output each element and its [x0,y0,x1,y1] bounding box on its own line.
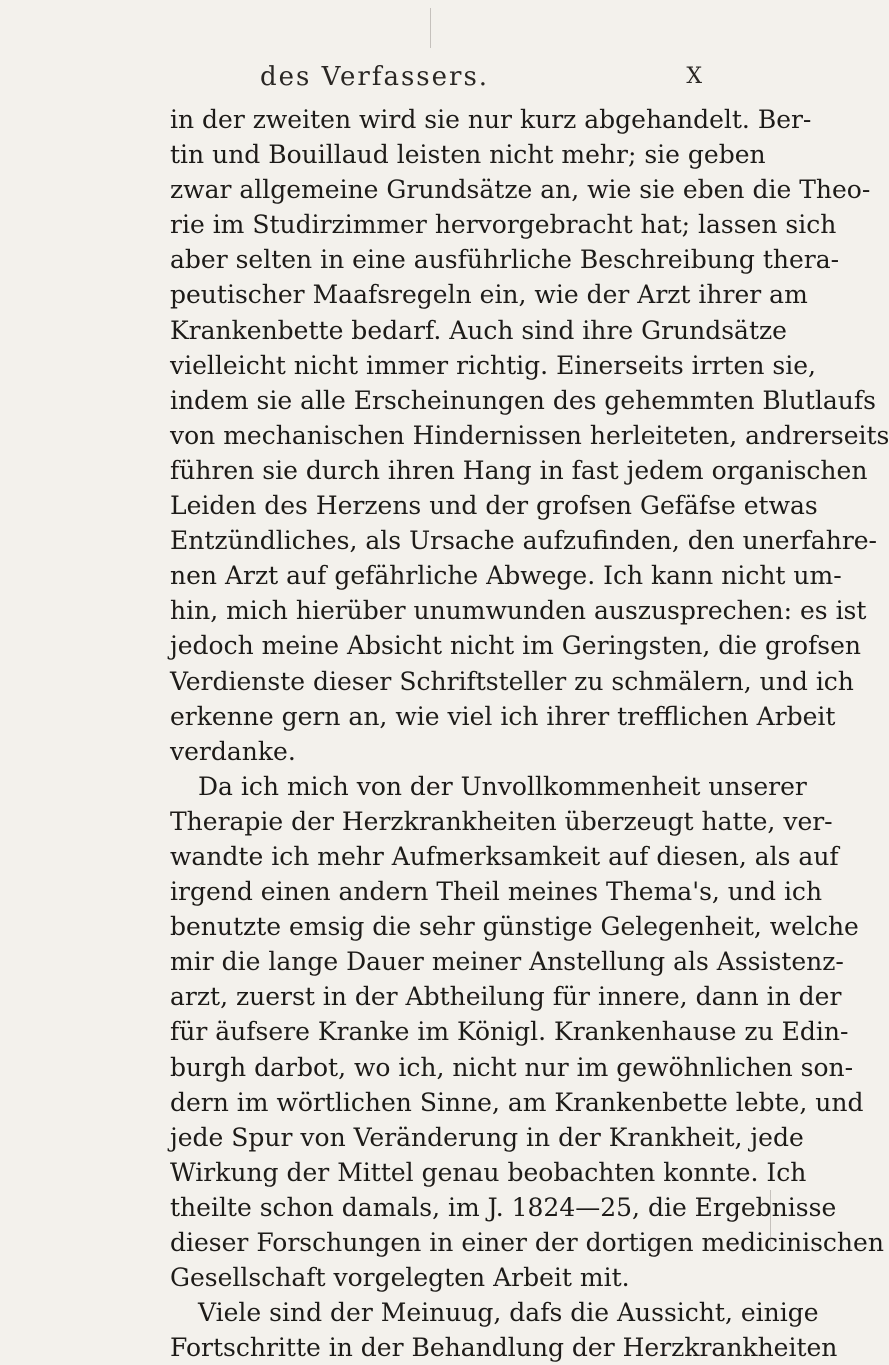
text-line: führen sie durch ihren Hang in fast jedem organischen [170,455,868,485]
text-line: arzt, zuerst in der Abtheilung für innere, dann in der [170,982,842,1012]
text-line: dieser Forschungen in einer der dortigen medicinischen [170,1228,884,1257]
text-line: mir die lange Dauer meiner Anstellung als Assistenz- [170,947,844,977]
text-line: Verdienste dieser Schriftsteller zu schmälern, und ich [170,666,854,696]
text-line: jede Spur von Veränderung in der Krankheit, jede [170,1122,804,1152]
text-line: Fortschritte in der Behandlung der Herzkrankheiten [170,1333,838,1363]
text-line: Therapie der Herzkrankheiten überzeugt hatte, ver- [170,806,833,836]
text-line: jedoch meine Absicht nicht im Geringsten, die grofsen [170,631,862,661]
text-line: nen Arzt auf gefährliche Abwege. Ich kann nicht um- [170,561,842,591]
text-line: hin, mich hierüber unumwunden auszusprechen: es ist [170,596,867,626]
text-line: Viele sind der Meinuug, dafs die Aussicht, einige [198,1298,819,1328]
text-line: Da ich mich von der Unvollkommenheit unserer [198,771,807,801]
text-line: theilte schon damals, im J. 1824—25, die Ergebnisse [170,1192,837,1222]
text-line: tin und Bouillaud leisten nicht mehr; sie geben [170,140,766,170]
running-title: des Verfassers. [260,62,490,92]
text-line: dern im wörtlichen Sinne, am Krankenbette lebte, und [170,1087,864,1117]
text-line: Entzündliches, als Ursache aufzufinden, den unerfahre- [170,526,878,556]
text-line: erkenne gern an, wie viel ich ihrer trefflichen Arbeit [170,701,836,731]
text-line: burgh darbot, wo ich, nicht nur im gewöhnlichen son- [170,1052,854,1082]
text-line: Krankenbette bedarf. Auch sind ihre Grundsätze [170,315,787,345]
text-line: irgend einen andern Theil meines Thema's, und ich [170,877,823,907]
text-line: aber selten in eine ausführliche Beschreibung thera- [170,245,840,275]
body-text [170,102,889,1365]
page-number: X [686,64,702,89]
text-line: Gesellschaft vorgelegten Arbeit mit. [170,1263,630,1293]
paper-speck [770,1190,771,1250]
text-line: indem sie alle Erscheinungen des gehemmten Blutlaufs [170,385,876,415]
text-line: benutzte emsig die sehr günstige Gelegenheit, welche [170,912,859,942]
text-line: Leiden des Herzens und der grofsen Gefäfse etwas [170,491,818,521]
text-line: rie im Studirzimmer hervorgebracht hat; lassen sich [170,210,837,240]
text-line: von mechanischen Hindernissen herleiteten, andrerseits [170,420,889,450]
text-line: vielleicht nicht immer richtig. Einerseits irrten sie, [170,350,816,380]
text-line: in der zweiten wird sie nur kurz abgehandelt. Ber- [170,105,812,134]
text-line: Wirkung der Mittel genau beobachten konnte. Ich [170,1157,807,1187]
page-header [170,62,710,92]
text-line: verdanke. [170,736,296,766]
text-line: wandte ich mehr Aufmerksamkeit auf diesen, als auf [170,841,839,871]
text-line: peutischer Maafsregeln ein, wie der Arzt ihrer am [170,280,808,310]
text-line: zwar allgemeine Grundsätze an, wie sie eben die Theo- [170,175,871,205]
text-line: für äufsere Kranke im Königl. Krankenhause zu Edin- [170,1017,849,1047]
paper-speck [430,8,431,48]
